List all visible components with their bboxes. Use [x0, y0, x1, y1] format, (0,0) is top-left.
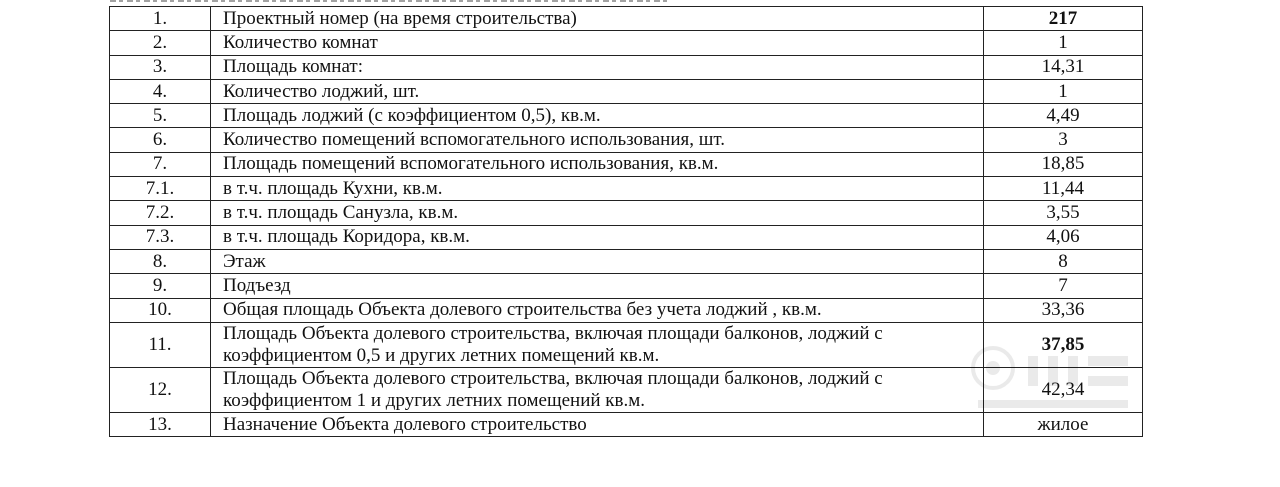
row-value: 11,44: [984, 177, 1143, 201]
row-number: 4.: [110, 79, 211, 103]
table-row: [110, 298, 1143, 322]
row-value: жилое: [984, 412, 1143, 436]
row-name: Количество помещений вспомогательного использования, шт.: [211, 128, 984, 152]
row-value: 4,49: [984, 104, 1143, 128]
row-name-line: Площадь Объекта долевого строительства, включая площади балконов, лоджий с: [223, 367, 883, 389]
table-row: [110, 128, 1143, 152]
row-value: 4,06: [984, 225, 1143, 249]
row-number: 11.: [110, 322, 211, 367]
row-number: 7.2.: [110, 201, 211, 225]
row-number: 9.: [110, 274, 211, 298]
row-number: 1.: [110, 7, 211, 31]
row-name: Количество комнат: [211, 31, 984, 55]
row-name: Количество лоджий, шт.: [211, 79, 984, 103]
row-name: Назначение Объекта долевого строительство: [211, 412, 984, 436]
row-number: 7.1.: [110, 177, 211, 201]
row-value: 3: [984, 128, 1143, 152]
cropped-text-fragment: [110, 0, 670, 2]
table-row: [110, 31, 1143, 55]
row-value: 18,85: [984, 152, 1143, 176]
row-value: 1: [984, 79, 1143, 103]
row-name-line: коэффициентом 1 и других летних помещений кв.м.: [223, 389, 646, 411]
table-row: [110, 55, 1143, 79]
row-number: 7.3.: [110, 225, 211, 249]
row-name-line: коэффициентом 0,5 и других летних помещений кв.м.: [223, 344, 660, 366]
row-name-line: Площадь Объекта долевого строительства, включая площади балконов, лоджий с: [223, 322, 883, 344]
row-number: 2.: [110, 31, 211, 55]
table-row: [110, 104, 1143, 128]
row-name: [211, 367, 984, 412]
table-row: [110, 225, 1143, 249]
row-name: Проектный номер (на время строительства): [211, 7, 984, 31]
row-name: в т.ч. площадь Кухни, кв.м.: [211, 177, 984, 201]
table-row: [110, 274, 1143, 298]
row-value: 33,36: [984, 298, 1143, 322]
row-number: 10.: [110, 298, 211, 322]
table-row: [110, 152, 1143, 176]
row-name: в т.ч. площадь Коридора, кв.м.: [211, 225, 984, 249]
table-row: [110, 249, 1143, 273]
table-row: [110, 177, 1143, 201]
row-name: Площадь лоджий (с коэффициентом 0,5), кв.м.: [211, 104, 984, 128]
row-value: 42,34: [984, 367, 1143, 412]
row-number: 12.: [110, 367, 211, 412]
row-value: 37,85: [984, 322, 1143, 367]
row-value: 3,55: [984, 201, 1143, 225]
row-value: 14,31: [984, 55, 1143, 79]
row-name: Общая площадь Объекта долевого строительства без учета лоджий , кв.м.: [211, 298, 984, 322]
table-row: [110, 79, 1143, 103]
table-row: [110, 322, 1143, 367]
row-number: 3.: [110, 55, 211, 79]
row-name: [211, 322, 984, 367]
row-name: Подъезд: [211, 274, 984, 298]
table-row: [110, 412, 1143, 436]
row-value: 217: [984, 7, 1143, 31]
row-value: 8: [984, 249, 1143, 273]
apartment-spec-table: [109, 6, 1143, 437]
table-row: [110, 201, 1143, 225]
table-row: [110, 367, 1143, 412]
row-name: в т.ч. площадь Санузла, кв.м.: [211, 201, 984, 225]
row-number: 6.: [110, 128, 211, 152]
row-value: 7: [984, 274, 1143, 298]
row-name: Площадь помещений вспомогательного использования, кв.м.: [211, 152, 984, 176]
row-number: 7.: [110, 152, 211, 176]
cropped-text-above: [0, 0, 1280, 5]
row-name: Площадь комнат:: [211, 55, 984, 79]
row-name: Этаж: [211, 249, 984, 273]
row-number: 5.: [110, 104, 211, 128]
row-value: 1: [984, 31, 1143, 55]
table-row: [110, 7, 1143, 31]
row-number: 13.: [110, 412, 211, 436]
row-number: 8.: [110, 249, 211, 273]
